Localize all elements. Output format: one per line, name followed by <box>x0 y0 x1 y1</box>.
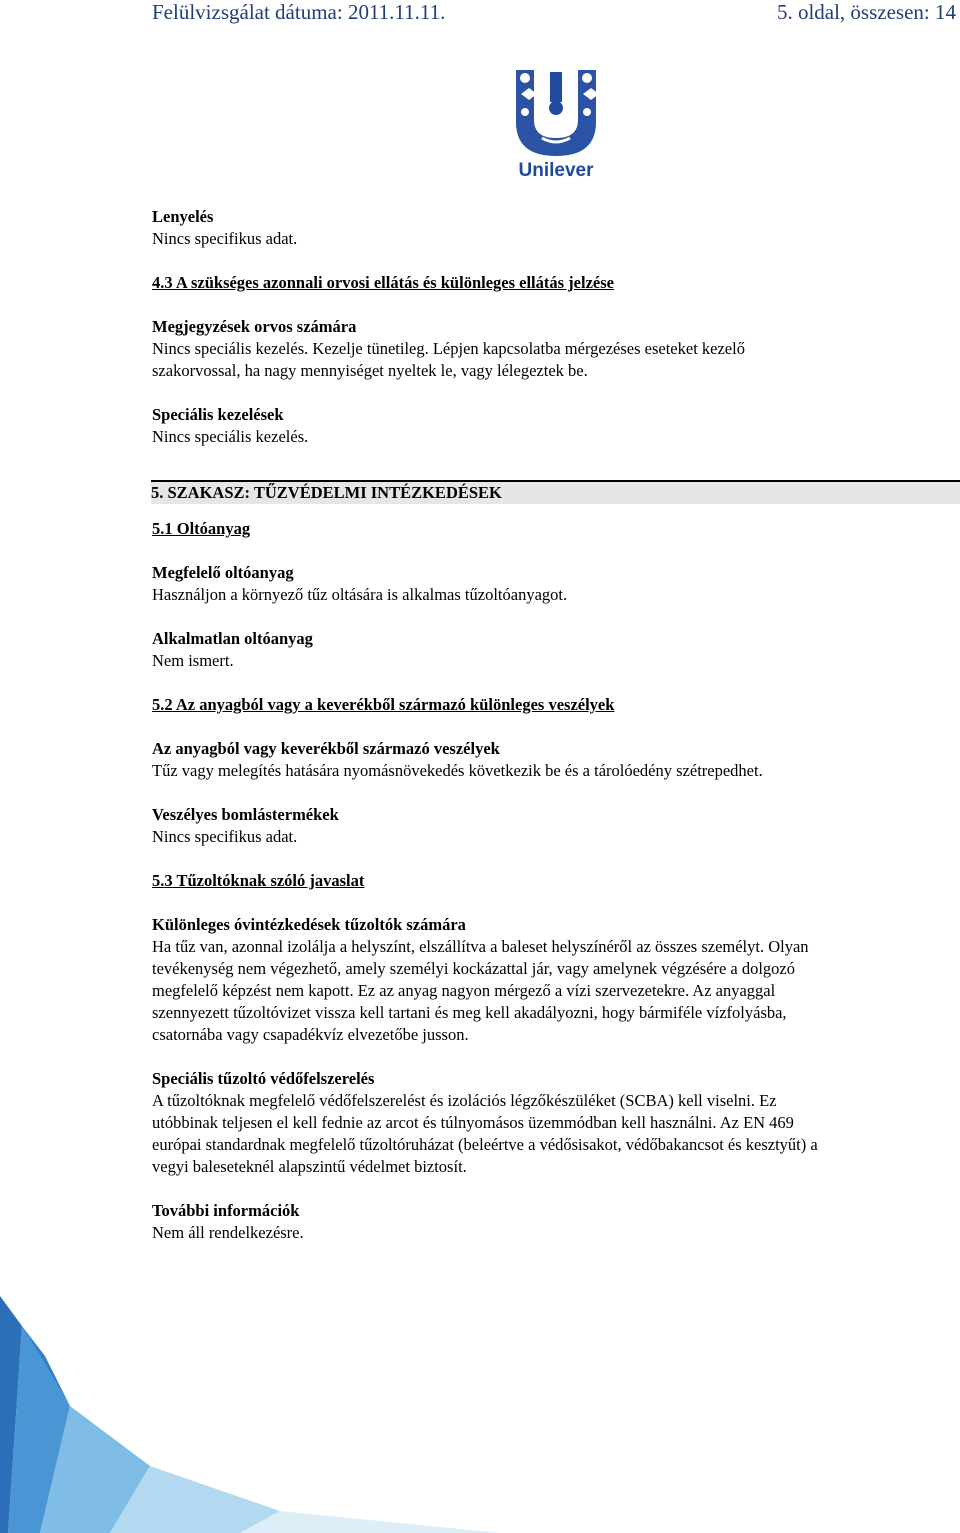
equipment-line: utóbbinak teljesen el kell fednie az arcot és túlnyomásos üzemmódban kell használni. Az EN 469 <box>152 1113 794 1132</box>
doctor-notes-line-1: Nincs speciális kezelés. Kezelje tünetileg. Lépjen kapcsolatba mérgezéses eseteket kezelő <box>152 339 745 358</box>
precautions-line: csatornába vagy csapadékvíz elvezetőbe jusson. <box>152 1025 469 1044</box>
special-treatment-title: Speciális kezelések <box>152 405 284 424</box>
precautions-line: szennyezett tűzoltóvizet vissza kell tartani és meg kell akadályozni, hogy bármiféle vízfolyásba, <box>152 1003 787 1022</box>
hazards-text: Tűz vagy melegítés hatására nyomásnövekedés következik be és a tárolóedény szétrepedhet. <box>152 761 763 780</box>
ingestion-text: Nincs specifikus adat. <box>152 229 298 248</box>
suitable-media-title: Megfelelő oltóanyag <box>152 563 294 582</box>
section-5-1-title: 5.1 Oltóanyag <box>152 519 251 538</box>
further-info-title: További információk <box>152 1201 300 1220</box>
suitable-media-text: Használjon a környező tűz oltására is alkalmas tűzoltóanyagot. <box>152 585 568 604</box>
document-body <box>152 206 952 1244</box>
precautions-line: megfelelő képzést nem kapott. Ez az anyag nagyon mérgező a vízi szervezetekre. Az anyaggal <box>152 981 776 1000</box>
decomposition-text: Nincs specifikus adat. <box>152 827 298 846</box>
equipment-line: európai standardnak megfelelő tűzoltóruházat (beleértve a védősisakot, védőbakancsot és kesztyűt) a <box>152 1135 818 1154</box>
section-5-3-title: 5.3 Tűzoltóknak szóló javaslat <box>152 871 365 890</box>
doctor-notes-line-2: szakorvossal, ha nagy mennyiséget nyeltek le, vagy lélegeztek be. <box>152 361 588 380</box>
unilever-logo <box>502 64 610 182</box>
decomposition-title: Veszélyes bomlástermékek <box>152 805 339 824</box>
precautions-line: tevékenység nem végezhető, amely személyi kockázattal jár, vagy amelynek végzésére a dolgozó <box>152 959 796 978</box>
hazards-title: Az anyagból vagy keverékből származó veszélyek <box>152 739 500 758</box>
doctor-notes-title: Megjegyzések orvos számára <box>152 317 357 336</box>
further-info-text: Nem áll rendelkezésre. <box>152 1223 304 1242</box>
special-treatment-text: Nincs speciális kezelés. <box>152 427 309 446</box>
decorative-corner-graphic <box>0 1296 500 1533</box>
unsuitable-media-text: Nem ismert. <box>152 651 234 670</box>
logo-wordmark: Unilever <box>518 160 594 181</box>
ingestion-title: Lenyelés <box>152 207 214 226</box>
page-header <box>152 0 960 24</box>
equipment-title: Speciális tűzoltó védőfelszerelés <box>152 1069 375 1088</box>
equipment-line: A tűzoltóknak megfelelő védőfelszerelést és izolációs légzőkészüléket (SCBA) kell viselni. Ez <box>152 1091 777 1110</box>
page-number: 5. oldal, összesen: 14 <box>776 0 956 24</box>
section-5-2-title: 5.2 Az anyagból vagy a keverékből származó különleges veszélyek <box>152 695 615 714</box>
unsuitable-media-title: Alkalmatlan oltóanyag <box>152 629 313 648</box>
revision-date: Felülvizsgálat dátuma: 2011.11.11. <box>152 0 446 24</box>
precautions-line: Ha tűz van, azonnal izolálja a helyszínt, elszállítva a baleset helyszínéről az összes személyt. Olyan <box>152 937 809 956</box>
section-4-3-title: 4.3 A szükséges azonnali orvosi ellátás és különleges ellátás jelzése <box>152 273 614 292</box>
equipment-line: vegyi baleseteknél alapszintű védelmet biztosít. <box>152 1157 467 1176</box>
section-5-heading: 5. SZAKASZ: TŰZVÉDELMI INTÉZKEDÉSEK <box>151 480 960 504</box>
precautions-title: Különleges óvintézkedések tűzoltók számára <box>152 915 466 934</box>
